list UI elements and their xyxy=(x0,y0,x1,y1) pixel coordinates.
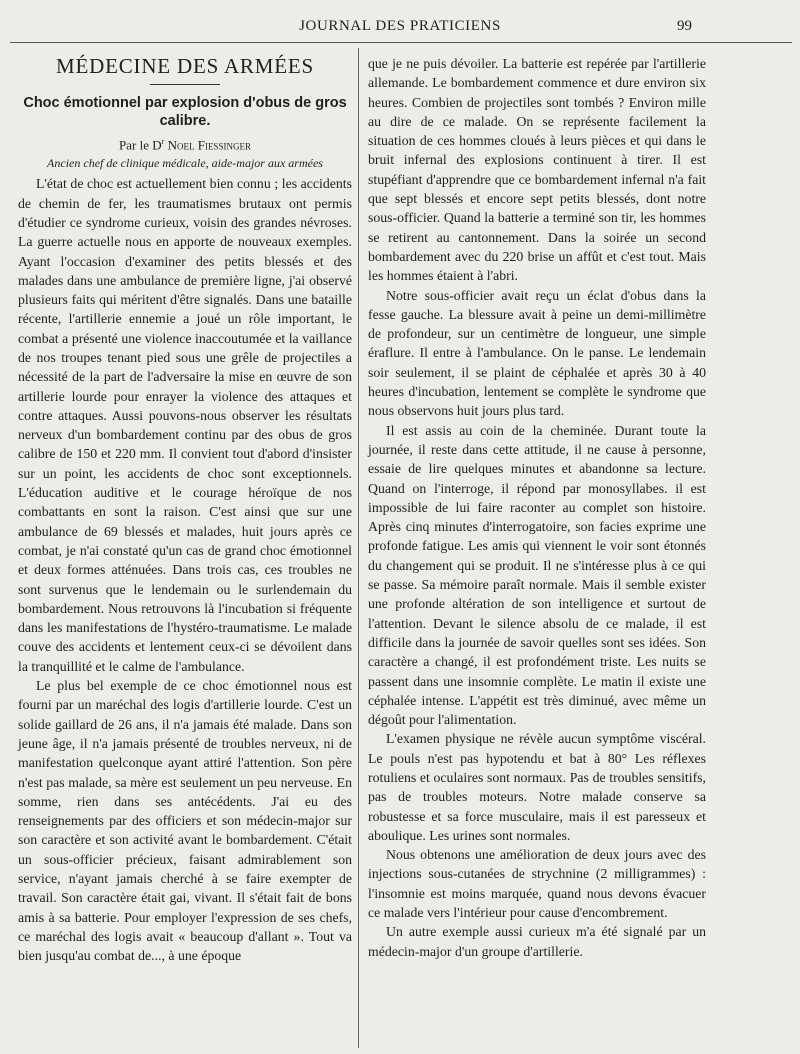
left-paragraph-1: L'état de choc est actuellement bien connu ; les accidents de chemin de fer, les traumatismes brutaux ont permis d'étudier ce syndrome curieux, voisin des grandes névroses. La guerre actuelle nous en apporte de nouveaux exemples. Ayant l'occasion d'examiner des petits blessés et des malades dans une ambulance de première ligne, j'ai observé plusieurs faits qui méritent d'être signalés. Dans une bataille récente, l'artillerie ennemie a joué un rôle important, le combat a présenté une violence inaccoutumée et la vaillance de nos troupes tenant pied sous une grêle de projectiles a nécessité de la part de l'adversaire la mise en œuvre de son artillerie lourde pour enrayer la violence des attaques et contre attaques. Aussi pouvons-nous observer les résultats nerveux d'un bombardement continu par des obus de gros calibre de 150 et 220 mm. Il convient tout d'abord d'insister sur un point, les accidents de choc sont exceptionnels. L'éducation auditive et le courage héroïque de nos combattants en sont la raison. C'est ainsi que sur une ambulance de 69 blessés et malades, huit jours après ce combat, je n'ai constaté qu'un cas de grand choc émotionnel et deux formes atténuées. Dans trois cas, ces troubles ne sont survenus que le lendemain ou le surlendemain du bombardement. Nous retrouvons là l'incubation si fréquente dans les manifestations de l'hystéro-traumatisme. Le malade couve des accidents et lentement ceux-ci se dévoilent dans la tranquillité et le calme de l'ambulance. xyxy=(18,176,352,674)
article-title: Choc émotionnel par explosion d'obus de gros calibre. xyxy=(23,95,347,129)
right-column xyxy=(368,54,706,961)
page-header xyxy=(0,18,800,40)
right-paragraph-3: Il est assis au coin de la cheminée. Durant toute la journée, il reste dans cette attitude, il ne cause à personne, essaie de lire quelques minutes et abandonne sa lecture. Quand on l'interroge, il répond par monosyllabes. il est impossible de lui faire raconter au complet son histoire. Après cinq minutes d'interrogatoire, son facies exprime une profonde fatigue. Les amis qui viennent le voir sont étonnés du changement qui se produit. Il ne s'intéresse plus à ce qui se passe. Sa mémoire paraît normale. Mais il semble exister une profonde altération de son intelligence et surtout de l'attention. Devant le silence absolu de ce malade, il est difficile dans la journée de savoir quelles sont ses idées. Son caractère a changé, il est profondément triste. Les nuits se passent dans une insomnie complète. Le matin il existe une céphalée intense. L'appétit est très diminué, avec même un dégoût pour l'alimentation. xyxy=(368,422,706,728)
byline-sup: r xyxy=(161,137,165,146)
author-affiliation: Ancien chef de clinique médicale, aide-major aux armées xyxy=(47,156,323,171)
right-paragraph-2: Notre sous-officier avait reçu un éclat d'obus dans la fesse gauche. La blessure avait à peine un demi-millimètre de profondeur, sur un centimètre de longueur, une simple éraflure. Il entre à l'ambulance. On le panse. Le lendemain soir seulement, il se plaint de céphalée et après 30 à 40 heures d'incubation, lentement se complète le syndrome que nous observons huit jours plus tard. xyxy=(368,287,706,419)
byline-prefix: Par le D xyxy=(119,137,162,153)
page-number: 99 xyxy=(677,18,692,34)
author-name: Noel Fiessinger xyxy=(167,137,251,153)
header-rule xyxy=(10,42,792,43)
byline xyxy=(18,133,352,154)
right-paragraph-1: que je ne puis dévoiler. La batterie est repérée par l'artillerie allemande. Le bombardement commence et dure environ six heures. Combien de projectiles sont tombés ? Environ mille au dire de ce malade. On se représente facilement la situation de ces hommes cloués à leurs pièces et qui dans le bruit infernal des explosions continuent à tirer. Il est stupéfiant d'apprendre que ce bombardement infernal n'a fait que sept blessés et encore sept petits blessés, dont notre sous-officier. Quand la batterie a terminé son tir, les hommes se retirent au cantonnement. Dans la soirée un second bombardement avec du 220 brise un affût et c'est tout. Mais les hommes étaient à l'abri. xyxy=(368,56,706,284)
left-paragraph-2: Le plus bel exemple de ce choc émotionnel nous est fourni par un maréchal des logis d'artillerie lourde. C'est un solide gaillard de 26 ans, il n'a jamais été malade. Dans son jeune âge, il n'a jamais présenté de troubles nerveux, ni de manifestation quelconque ayant attiré l'attention. Son père n'est pas malade, sa mère est seulement un peu nerveuse. En somme, rien dans ses antécédents. J'ai eu des renseignements par des officiers et son médecin-major sur son caractère et son activité avant le bombardement. C'était un sous-officier précieux, faisant admirablement son service, n'ayant jamais cherché à se faire exempter de travail. Son caractère était gai, vivant. Il s'était fait de bons amis à sa batterie. Pour employer l'expression de ses chefs, ce maréchal des logis avait « beaucoup d'allant ». Tout va bien jusqu'au combat de..., à une époque xyxy=(18,678,352,964)
title-rule xyxy=(150,84,220,85)
right-paragraph-4: L'examen physique ne révèle aucun symptôme viscéral. Le pouls n'est pas hypotendu et bat à 80° Les réflexes rotuliens et oculaires sont normaux. Pas de troubles sensitifs, pas de troubles moteurs. Notre malade conserve sa robustesse et sa force musculaire, mais il est paresseux et aboulique. Les urines sont normales. xyxy=(368,731,706,843)
right-paragraph-6: Un autre exemple aussi curieux m'a été signalé par un médecin-major d'un groupe d'artillerie. xyxy=(368,924,706,959)
right-paragraph-5: Nous obtenons une amélioration de deux jours avec des injections sous-cutanées de strychnine (2 milligrammes) : l'insomnie est moins marquée, quand nous devons évacuer ce malade vers l'intérieur pour cause d'encombrement. xyxy=(368,847,706,921)
journal-title: JOURNAL DES PRATICIENS xyxy=(299,18,501,34)
left-column xyxy=(18,54,352,966)
section-title: MÉDECINE DES ARMÉES xyxy=(56,54,314,78)
column-divider xyxy=(358,48,359,1048)
